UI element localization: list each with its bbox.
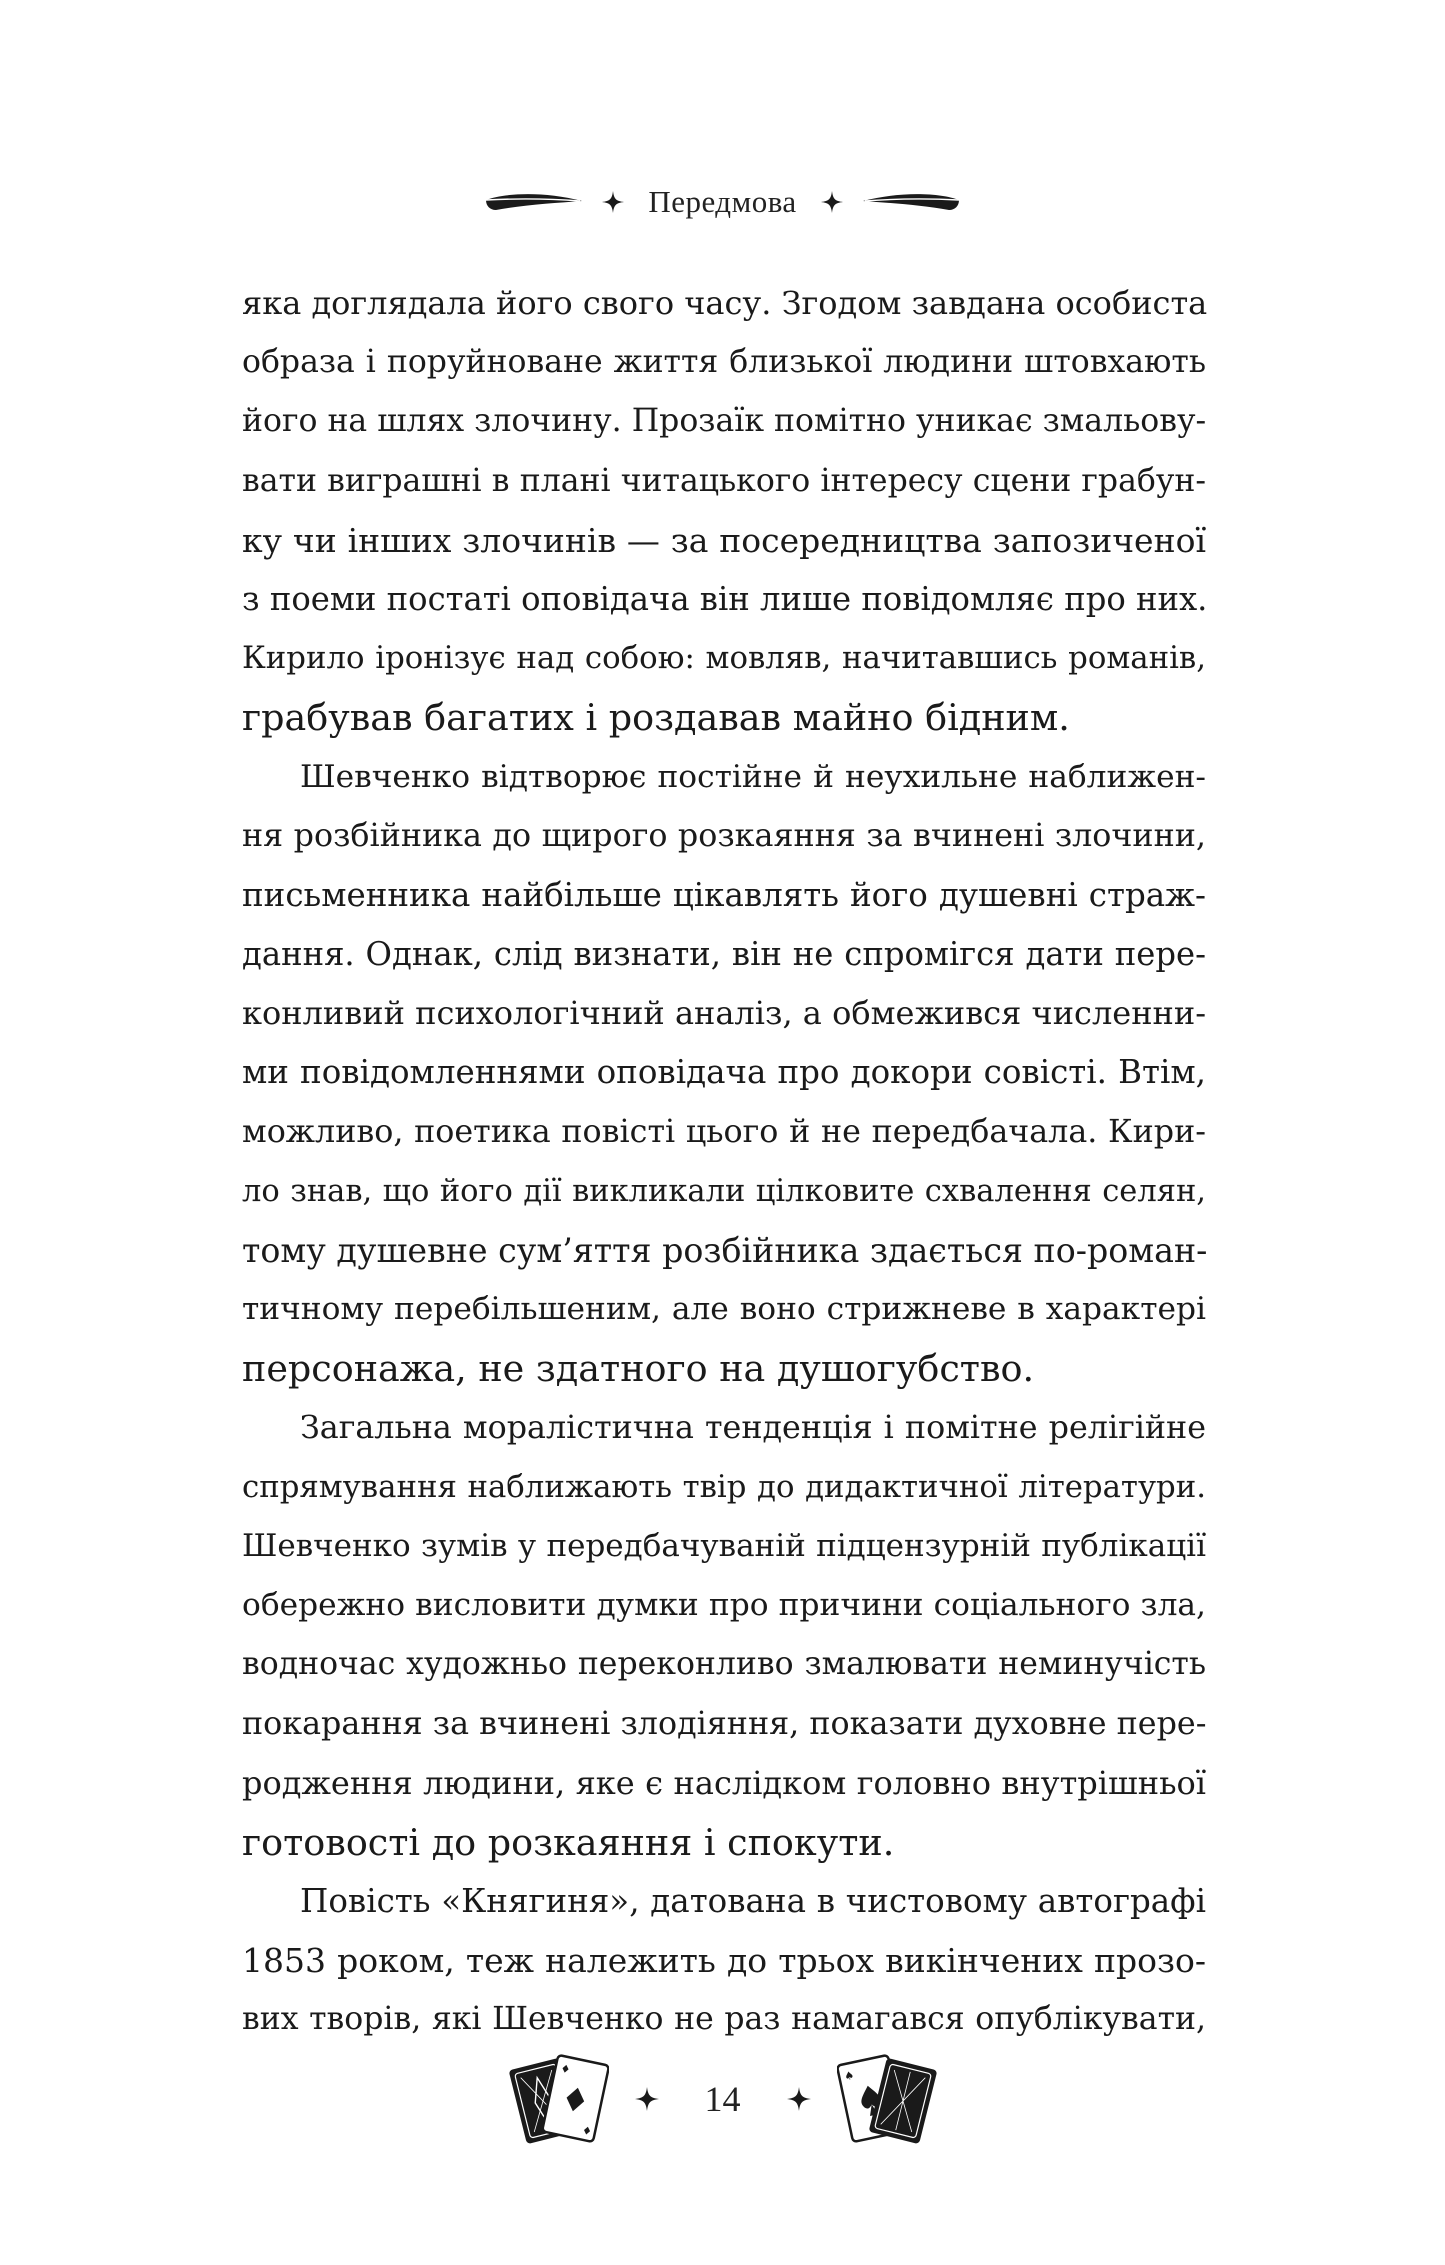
four-point-star-icon (602, 191, 624, 213)
text-line: яка доглядала його свого часу. Згодом завдана особиста (242, 284, 1208, 322)
text-line: персонажа, не здатного на душогубство. (242, 1347, 1035, 1391)
page-footer (0, 2044, 1445, 2154)
playing-cards-spade-icon (837, 2047, 937, 2151)
text-line: вати виграшні в плані читацького інтересу сцени грабун- (242, 462, 1206, 499)
svg-text:♦: ♦ (580, 2123, 593, 2139)
right-leaf-ornament-icon (861, 188, 961, 216)
running-header (0, 176, 1445, 228)
text-line: Шевченко зумів у передбачуваній підцензурній публікації (242, 1527, 1206, 1564)
text-line: вих творів, які Шевченко не раз намагався опублікувати, (242, 2001, 1206, 2038)
svg-text:♦: ♦ (558, 2061, 572, 2077)
text-line: тому душевне сум’яття розбійника здається по-роман- (242, 1231, 1208, 1270)
paragraph (242, 1872, 1206, 2050)
text-line: ку чи інших злочинів — за посередництва запозиченої (242, 520, 1206, 560)
text-line: його на шлях злочину. Прозаїк помітно уникає змальову- (242, 403, 1207, 440)
body-text (242, 274, 1206, 2050)
text-line: ло знав, що його дії викликали цілковите схвалення селян, (242, 1173, 1206, 1209)
page-number: 14 (704, 2079, 741, 2119)
four-point-star-icon (821, 191, 843, 213)
text-line: конливий психологічний аналіз, а обмежився численни- (242, 994, 1206, 1033)
left-leaf-ornament-icon (484, 188, 584, 216)
text-line: з поеми постаті оповідача він лише повідомляє про них. (242, 579, 1208, 618)
text-line: ня розбійника до щирого розкаяння за вчинені злочини, (242, 817, 1206, 854)
text-line: Шевченко відтворює постійне й неухильне наближен- (300, 758, 1206, 795)
text-line: готовості до розкаяння і спокути. (242, 1820, 895, 1864)
text-line: 1853 роком, теж належить до трьох викінчених прозо- (242, 1941, 1206, 1981)
playing-cards-diamond-icon (509, 2047, 609, 2151)
section-title: Передмова (648, 184, 797, 219)
text-line: Повість «Княгиня», датована в чистовому автографі (300, 1882, 1206, 1921)
text-line: образа і поруйноване життя близької людини штовхають (242, 344, 1206, 381)
paragraph (242, 748, 1206, 1399)
text-line: Кирило іронізує над собою: мовляв, начитавшись романів, (242, 640, 1206, 677)
svg-text:♠: ♠ (842, 2068, 855, 2084)
text-line: покарання за вчинені злодіяння, показати духовне пере- (242, 1705, 1207, 1742)
text-line: водночас художньо переконливо змалювати неминучість (242, 1646, 1206, 1683)
four-point-star-icon (635, 2087, 659, 2111)
four-point-star-icon (787, 2087, 811, 2111)
text-line: тичному перебільшеним, але воно стрижневе в характері (242, 1291, 1206, 1328)
text-line: письменника найбільше цікавлять його душевні страж- (242, 875, 1206, 914)
text-line: грабував багатих і роздавав майно бідним. (242, 696, 1070, 740)
text-line: Загальна моралістична тенденція і помітне релігійне (300, 1409, 1206, 1446)
text-line: обережно висловити думки про причини соціального зла, (242, 1587, 1206, 1624)
paragraph (242, 274, 1206, 748)
text-line: родження людини, яке є наслідком головно внутрішньої (242, 1763, 1206, 1802)
paragraph (242, 1399, 1206, 1873)
text-line: дання. Однак, слід визнати, він не спромігся дати пере- (242, 935, 1206, 974)
text-line: спрямування наближають твір до дидактичної літератури. (242, 1468, 1206, 1505)
text-line: ми повідомленнями оповідача про докори совісті. Втім, (242, 1053, 1206, 1092)
text-line: можливо, поетика повісті цього й не передбачала. Кири- (242, 1113, 1206, 1150)
